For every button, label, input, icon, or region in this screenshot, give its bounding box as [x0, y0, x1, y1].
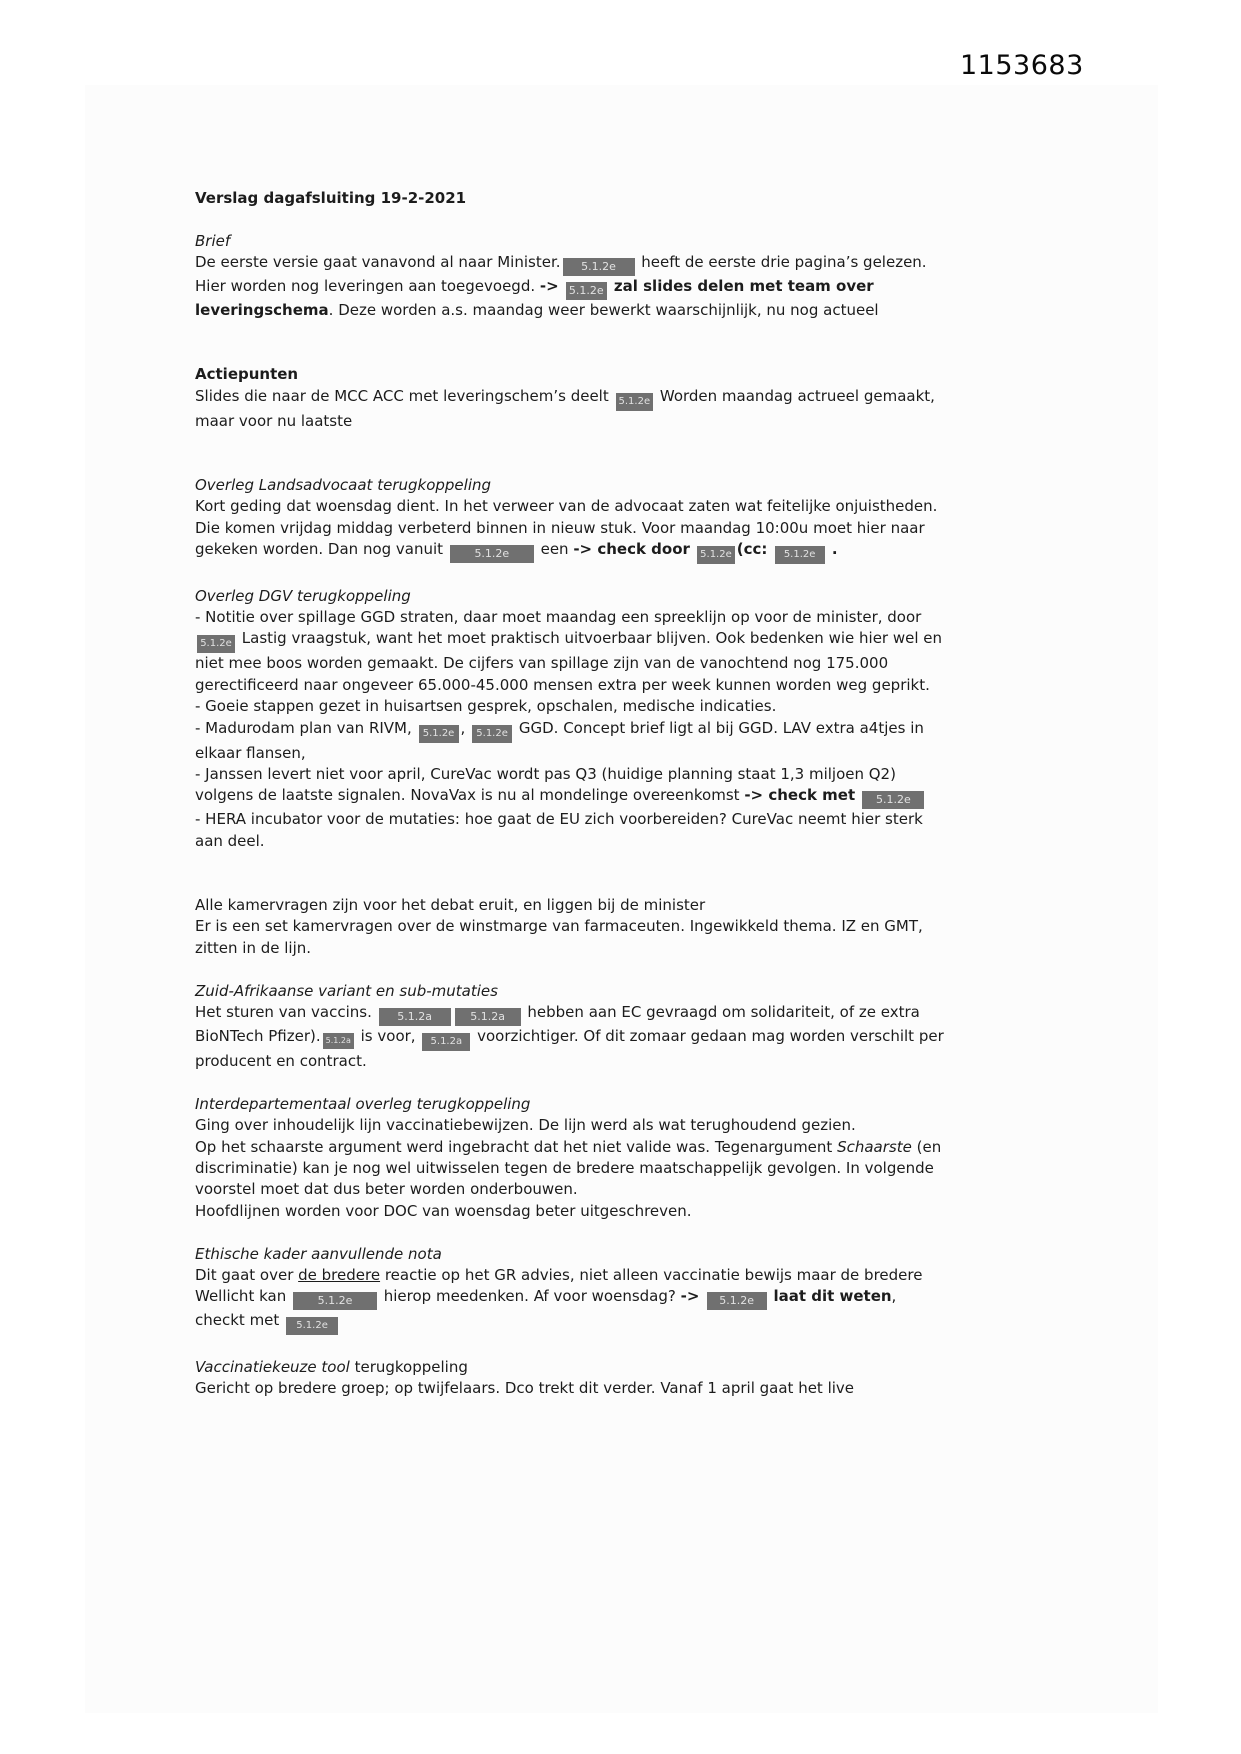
blank-line [195, 322, 1120, 343]
blank-line [195, 1335, 1120, 1356]
text-segment: Schaarste [837, 1137, 912, 1156]
text-line [195, 743, 1120, 764]
text-segment: - Notitie over spillage GGD straten, daar moet maandag een spreeklijn op voor de minister, door [195, 608, 922, 626]
text-line [195, 1201, 1120, 1222]
text-segment: BioNTech Pfizer). [195, 1027, 321, 1046]
text-segment: Er is een set kamervragen over de winstmarge van farmaceuten. Ingewikkeld thema. IZ en GMT, [195, 917, 923, 936]
text-segment: leveringschema [195, 301, 329, 320]
text-segment: laat dit weten [773, 1287, 892, 1306]
blank-line [195, 852, 1120, 873]
text-line [195, 785, 1120, 809]
text-line [195, 607, 1120, 628]
text-segment: Vaccinatiekeuze tool [195, 1357, 350, 1376]
text-segment: Overleg DGV terugkoppeling [195, 586, 411, 605]
text-line [195, 1002, 1120, 1026]
text-segment: -> [680, 1287, 705, 1306]
text-segment: gerectificeerd naar ongeveer 65.000-45.000 mensen extra per week kunnen worden weg geprikt. [195, 675, 930, 694]
text-line [195, 696, 1120, 717]
text-line [195, 1179, 1120, 1200]
text-segment: Wellicht kan [195, 1287, 291, 1306]
text-segment: volgens de laatste signalen. NovaVax is nu al mondelinge overeenkomst [195, 786, 745, 805]
text-segment: niet mee boos worden gemaakt. De cijfers van spillage zijn van de vanochtend nog 175.000 [195, 654, 889, 673]
text-line [195, 1265, 1120, 1286]
text-line [195, 1026, 1120, 1051]
redaction-box: 5.1.2e [472, 725, 512, 743]
text-segment: Slides die naar de MCC ACC met leveringschem’s deelt [195, 386, 614, 405]
redaction-box: 5.1.2e [450, 545, 534, 563]
section-heading-brief [195, 231, 1120, 252]
redaction-box: 5.1.2e [697, 546, 735, 564]
text-segment: Worden maandag actrueel gemaakt, [655, 386, 935, 405]
text-segment: De eerste versie gaat vanavond al naar Minister. [195, 253, 561, 272]
text-segment: Dit gaat over [195, 1266, 299, 1285]
text-segment: de bredere [298, 1266, 381, 1285]
text-segment: (en [911, 1137, 942, 1156]
blank-line [195, 209, 1120, 230]
section-heading-ethische-kader [195, 1244, 1120, 1265]
text-segment: , [460, 718, 471, 737]
text-segment: GGD. Concept brief ligt al bij GGD. LAV extra a4tjes in [514, 718, 924, 737]
text-segment: - Madurodam plan van RIVM, [195, 718, 417, 737]
text-segment: Kort geding dat woensdag dient. In het verweer van de advocaat zaten wat feitelijke onjuistheden. [195, 497, 938, 516]
redaction-box: 5.1.2a [455, 1008, 521, 1026]
text-segment: is voor, [355, 1027, 421, 1046]
blank-line [195, 343, 1120, 364]
text-segment: Hier worden nog leveringen aan toegevoegd. [195, 277, 540, 296]
redaction-box: 5.1.2e [862, 791, 924, 809]
document-number: 1153683 [960, 50, 1084, 81]
text-line [195, 276, 1120, 300]
text-segment: Gericht op bredere groep; op twijfelaars. Dco trekt dit verder. Vanaf 1 april gaat het live [195, 1379, 855, 1398]
text-line [195, 938, 1120, 959]
text-segment: zal slides delen met team over [608, 277, 874, 296]
text-segment: Interdepartementaal overleg terugkoppeling [195, 1094, 531, 1113]
text-segment: zitten in de lijn. [195, 938, 312, 957]
text-line [195, 1378, 1120, 1399]
text-segment: Lastig vraagstuk, want het moet praktisch uitvoerbaar blijven. Ook bedenken wie hier wel en [237, 629, 943, 648]
section-heading-dgv [195, 586, 1120, 607]
text-line [195, 300, 1120, 321]
blank-line [195, 1072, 1120, 1093]
text-segment: Zuid-Afrikaanse variant en sub-mutaties [195, 981, 498, 1000]
text-segment: Ethische kader aanvullende nota [195, 1244, 442, 1263]
redaction-box: 5.1.2a [379, 1008, 451, 1026]
section-heading-interdepartementaal [195, 1094, 1120, 1115]
text-segment: Het sturen van vaccins. [195, 1003, 377, 1022]
redaction-box: 5.1.2a [422, 1033, 470, 1051]
text-line [195, 1051, 1120, 1072]
blank-line [195, 432, 1120, 453]
text-segment: - Janssen levert niet voor april, CureVac wordt pas Q3 (huidige planning staat 1,3 miljoen Q2) [195, 765, 896, 784]
text-segment: terugkoppeling [349, 1357, 468, 1376]
text-segment: discriminatie) kan je nog wel uitwisselen tegen de bredere maatschappelijk gevolgen. In volgende [195, 1159, 934, 1178]
redaction-box: 5.1.2e [616, 393, 654, 411]
text-segment: . [826, 540, 838, 559]
redaction-box: 5.1.2e [566, 282, 607, 300]
text-line [195, 718, 1120, 743]
text-segment: Alle kamervragen zijn voor het debat eruit, en liggen bij de minister [195, 896, 706, 915]
text-segment: maar voor nu laatste [195, 411, 353, 430]
redaction-box: 5.1.2e [197, 635, 235, 653]
text-segment: checkt met [195, 1311, 285, 1330]
text-segment: (cc: [736, 540, 773, 559]
document-title [195, 188, 1120, 209]
section-heading-zuid-afrikaanse-variant [195, 981, 1120, 1002]
text-segment: -> check met [744, 786, 861, 805]
text-segment: aan deel. [195, 831, 265, 850]
text-segment: gekeken worden. Dan nog vanuit [195, 540, 448, 559]
text-segment: -> check door [573, 540, 696, 559]
text-segment: Ging over inhoudelijk lijn vaccinatiebewijzen. De lijn werd als wat terughoudend gezien. [195, 1116, 856, 1135]
redaction-box: 5.1.2e [293, 1292, 377, 1310]
text-segment: een [535, 540, 574, 559]
blank-line [195, 1222, 1120, 1243]
redaction-box: 5.1.2e [775, 546, 825, 564]
text-segment: -> [539, 277, 564, 296]
text-segment: elkaar flansen, [195, 743, 306, 762]
text-line [195, 496, 1120, 517]
redaction-box: 5.1.2e [707, 1292, 767, 1310]
text-line [195, 252, 1120, 276]
redaction-box: 5.1.2e [563, 258, 635, 276]
redaction-box: 5.1.2a [323, 1033, 354, 1049]
text-line [195, 1137, 1120, 1158]
text-segment: voorzichtiger. Of dit zomaar gedaan mag worden verschilt per [472, 1027, 944, 1046]
blank-line [195, 874, 1120, 895]
text-segment: voorstel moet dat dus beter worden onderbouwen. [195, 1180, 578, 1199]
text-line [195, 916, 1120, 937]
text-line [195, 386, 1120, 411]
text-segment: Op het schaarste argument werd ingebracht dat het niet valide was. Tegenargument [195, 1137, 838, 1156]
text-segment: hebben aan EC gevraagd om solidariteit, of ze extra [522, 1003, 920, 1022]
text-line [195, 653, 1120, 674]
text-line [195, 411, 1120, 432]
text-line [195, 1115, 1120, 1136]
text-segment: hierop meedenken. Af voor woensdag? [378, 1287, 681, 1306]
text-segment: reactie op het GR advies, niet alleen vaccinatie bewijs maar de bredere [380, 1266, 923, 1285]
blank-line [195, 564, 1120, 585]
section-heading-vaccinatiekeuze-tool [195, 1357, 1120, 1378]
section-heading-actiepunten [195, 364, 1120, 385]
text-line [195, 518, 1120, 539]
blank-line [195, 454, 1120, 475]
text-segment: , [891, 1287, 897, 1306]
text-segment: . Deze worden a.s. maandag weer bewerkt waarschijnlijk, nu nog actueel [328, 301, 879, 320]
text-line [195, 895, 1120, 916]
document-content [195, 188, 1120, 1400]
text-line [195, 764, 1120, 785]
text-segment: Overleg Landsadvocaat terugkoppeling [195, 475, 492, 494]
section-heading-landsadvocaat [195, 475, 1120, 496]
text-line [195, 675, 1120, 696]
blank-line [195, 959, 1120, 980]
text-segment: - Goeie stappen gezet in huisartsen gesprek, opschalen, medische indicaties. [195, 697, 777, 716]
redaction-box: 5.1.2e [419, 725, 459, 743]
text-segment: Die komen vrijdag middag verbeterd binnen in nieuw stuk. Voor maandag 10:00u moet hier naar [195, 518, 925, 537]
text-segment: Brief [195, 231, 231, 250]
text-line [195, 809, 1120, 830]
text-segment: producent en contract. [195, 1052, 367, 1071]
text-segment: - HERA incubator voor de mutaties: hoe gaat de EU zich voorbereiden? CureVac neemt hier sterk [195, 810, 923, 829]
text-segment: Verslag dagafsluiting 19-2-2021 [195, 189, 467, 207]
text-line [195, 539, 1120, 564]
text-line [195, 1310, 1120, 1335]
redaction-box: 5.1.2e [286, 1317, 338, 1335]
text-line [195, 1158, 1120, 1179]
text-line [195, 628, 1120, 653]
text-segment: Actiepunten [195, 365, 299, 384]
text-segment: heeft de eerste drie pagina’s gelezen. [636, 253, 927, 272]
text-line [195, 831, 1120, 852]
text-line [195, 1286, 1120, 1310]
text-segment: Hoofdlijnen worden voor DOC van woensdag beter uitgeschreven. [195, 1201, 692, 1220]
